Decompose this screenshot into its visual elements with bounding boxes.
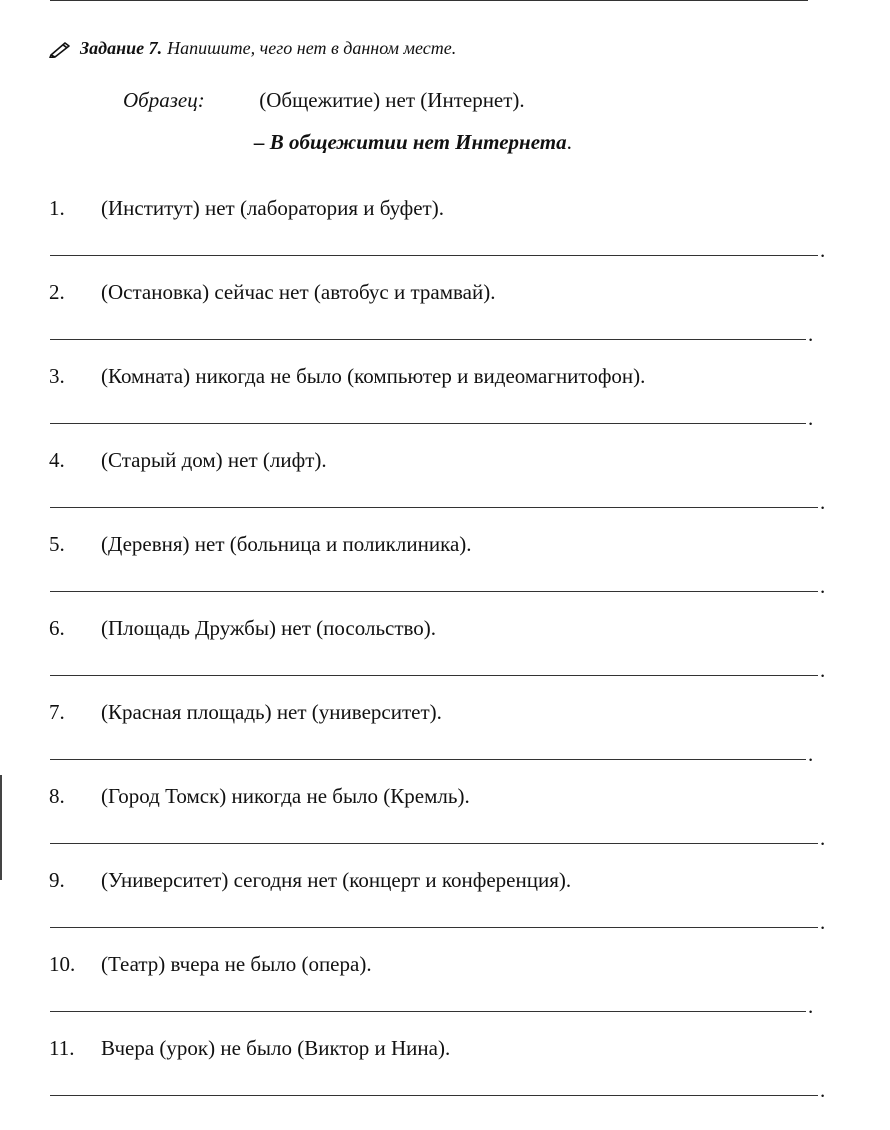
exercise-item (0, 195, 890, 279)
exercise-number: 5. (49, 532, 65, 556)
sample-answer-period: . (566, 130, 572, 154)
task-label: Задание 7. (80, 38, 163, 58)
exercise-prompt: (Старый дом) нет (лифт). (101, 448, 327, 472)
exercise-number: 8. (49, 784, 65, 808)
pencil-icon (48, 40, 72, 58)
sample-prompt: (Общежитие) нет (Интернет). (259, 88, 525, 112)
answer-blank-line[interactable] (50, 675, 818, 676)
exercise-prompt: (Институт) нет (лаборатория и буфет). (101, 196, 444, 220)
answer-period: . (820, 1078, 826, 1102)
exercise-item (0, 615, 890, 699)
answer-period: . (820, 826, 826, 850)
exercise-item (0, 867, 890, 951)
exercise-prompt: (Театр) вчера не было (опера). (101, 952, 372, 976)
exercise-prompt: (Деревня) нет (больница и поликлиника). (101, 532, 472, 556)
exercise-number: 6. (49, 616, 65, 640)
exercise-item (0, 1035, 890, 1119)
exercise-item (0, 699, 890, 783)
exercise-item (0, 951, 890, 1035)
answer-blank-line[interactable] (50, 1011, 806, 1012)
sample-answer (254, 130, 572, 155)
exercise-number: 10. (49, 952, 76, 976)
exercise-prompt: (Красная площадь) нет (университет). (101, 700, 442, 724)
exercise-item (0, 279, 890, 363)
exercise-item (0, 447, 890, 531)
answer-period: . (820, 658, 826, 682)
exercise-number: 9. (49, 868, 65, 892)
exercise-number: 11. (49, 1036, 75, 1060)
answer-period: . (820, 910, 826, 934)
sample-answer-dash: – (254, 130, 270, 154)
exercise-item (0, 531, 890, 615)
answer-blank-line[interactable] (50, 843, 818, 844)
answer-period: . (808, 322, 814, 346)
exercise-number: 3. (49, 364, 65, 388)
sample-answer-text: В общежитии нет Интернета (269, 130, 567, 154)
answer-blank-line[interactable] (50, 507, 818, 508)
exercise-item (0, 783, 890, 867)
exercise-prompt: (Город Томск) никогда не было (Кремль). (101, 784, 470, 808)
task-instruction: Напишите, чего нет в данном месте. (167, 38, 457, 58)
answer-blank-line[interactable] (50, 423, 806, 424)
answer-period: . (820, 490, 826, 514)
answer-period: . (820, 238, 826, 262)
answer-blank-line[interactable] (50, 339, 806, 340)
answer-period: . (808, 994, 814, 1018)
answer-blank-line[interactable] (50, 591, 818, 592)
answer-blank-line[interactable] (50, 759, 806, 760)
answer-period: . (808, 742, 814, 766)
answer-blank-line[interactable] (50, 927, 818, 928)
exercise-prompt: (Комната) никогда не было (компьютер и видеомагнитофон). (101, 364, 646, 388)
answer-period: . (820, 574, 826, 598)
exercise-number: 7. (49, 700, 65, 724)
answer-period: . (808, 406, 814, 430)
exercise-prompt: (Университет) сегодня нет (концерт и конференция). (101, 868, 572, 892)
sample-row (123, 88, 525, 113)
exercise-prompt: (Площадь Дружбы) нет (посольство). (101, 616, 437, 640)
exercise-item (0, 363, 890, 447)
sample-label: Образец: (123, 88, 205, 112)
answer-blank-line[interactable] (50, 1095, 818, 1096)
exercise-prompt: Вчера (урок) не было (Виктор и Нина). (101, 1036, 451, 1060)
answer-blank-line[interactable] (50, 255, 818, 256)
exercise-prompt: (Остановка) сейчас нет (автобус и трамвай). (101, 280, 496, 304)
exercise-number: 4. (49, 448, 65, 472)
exercise-number: 2. (49, 280, 65, 304)
task-header (48, 38, 456, 59)
top-divider (50, 0, 808, 1)
exercise-number: 1. (49, 196, 65, 220)
